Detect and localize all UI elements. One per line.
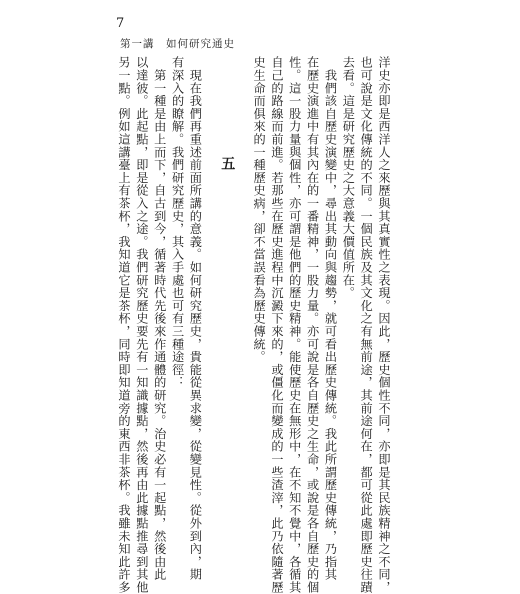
page-header	[116, 16, 416, 56]
text-column: 自己的路線而前進。若那些在歷史進程中沉澱下來的，或僵化而變成的一些渣滓，此乃依隨著歷	[269, 56, 284, 594]
text-column: 去看。這是研究歷史之大意義大價值所在。	[341, 56, 356, 300]
text-column: 在歷史演進中有其內在的一番精神，一股力量。亦可說是各自歷史之生命，或說是各自歷史的個	[305, 56, 320, 594]
section-heading: 五	[219, 156, 236, 171]
running-title: 第一講 如何研究通史	[120, 38, 235, 50]
page-number: 7	[116, 16, 125, 31]
text-column: 也可說是文化傳統的不同。一個民族及其文化之有無前途，其前途何在，都可從此處即歷史往蹟	[359, 56, 374, 594]
text-column: 有深入的瞭解。我們研究歷史，其入手處也可有三種途徑：	[170, 56, 185, 389]
text-column: 現在我們再重述前面所講的意義。如何研究歷史，貴能從異求變，從變見性。從外到內，期	[188, 56, 203, 581]
text-column: 第一種是由上而下，自古到今，循著時代先後來作通體的研究。治史必有一起點，然後由此	[152, 56, 167, 581]
text-column: 另一點。例如這講臺上有茶杯，我知道它是茶杯，同時即知道旁的東西非茶杯。我雖未知此許多	[117, 56, 132, 594]
vertical-text-body	[117, 56, 392, 594]
text-column: 史生命而俱來的一種歷史病，卻不當誤看為歷史傳統。	[252, 56, 267, 364]
text-column: 性。這一股力量與個性，亦可謂是他們的歷史精神。能使歷史在無形中，在不知不覺中，各循其	[287, 56, 302, 594]
text-column: 我們該自歷史演變中，尋出其動向與趨勢，就可看出歷史傳統。我此所謂歷史傳統，乃指其	[323, 56, 338, 581]
text-column: 以達彼。此起點，即是從入之途。我們研究歷史要先有一知識據點，然後再由此據點推尋到其他	[134, 56, 149, 594]
text-column: 洋史亦即是西洋人之來歷與其真實性之表現。因此，歷史個性不同，亦即是其民族精神之不同，	[377, 56, 391, 594]
